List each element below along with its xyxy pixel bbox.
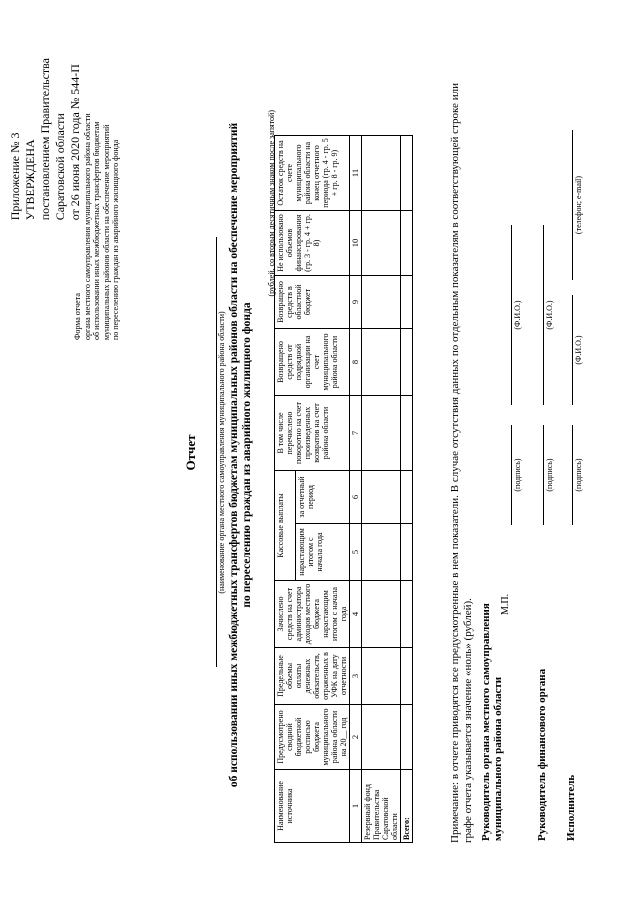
approved-by: постановлением Правительства <box>38 58 52 221</box>
col-header-source: Наименование источника <box>275 770 350 843</box>
table-cell <box>401 276 413 329</box>
executor-label: Исполнитель <box>565 774 577 841</box>
approval-block <box>8 58 83 220</box>
col-header-payments-ytd: нарастающим итогом с начала года <box>296 524 350 581</box>
table-cell <box>401 329 413 396</box>
table-cell <box>362 524 401 581</box>
table-cell <box>401 705 413 770</box>
table-row <box>362 136 401 843</box>
executor-phone-line <box>571 130 573 280</box>
col-header-returned-regional: Возвращено средств в областной бюджет <box>275 276 350 329</box>
col-header-returned-contractor: Возвращено средств от подрядной организации на счет муниципального района области <box>275 329 350 396</box>
form-note-line: об использовании иных межбюджетных трансфертов бюджетам <box>92 121 101 340</box>
finance-signature-line <box>542 425 544 525</box>
subtitle-line-2: по переселению граждан из аварийного жилищного фонда <box>241 302 253 608</box>
finance-signature-caption: (подпись) <box>545 458 554 492</box>
appendix-number: Приложение № 3 <box>8 132 22 221</box>
col-number: 3 <box>350 648 362 705</box>
subtitle-line-1: об использовании иных межбюджетных трансфертов бюджетам муниципальных районов области на обеспечение мероприятий <box>228 122 240 788</box>
col-header-planned: Предусмотрено сводной бюджетной росписью бюджета муниципального района области на 20__ год <box>275 705 350 770</box>
head-name-line <box>510 225 512 405</box>
units-caption: (рублей, со вторым десятичным знаком после запятой) <box>267 110 276 297</box>
col-number: 5 <box>350 524 362 581</box>
col-number: 11 <box>350 136 362 211</box>
finance-name-line <box>542 225 544 405</box>
executor-name-line <box>571 295 573 405</box>
approved-region: Саратовской области <box>53 113 67 221</box>
col-number: 8 <box>350 329 362 396</box>
org-name-caption: (наименование органа местного самоуправления муниципального района области) <box>217 311 226 594</box>
table-cell <box>362 329 401 396</box>
col-number: 9 <box>350 276 362 329</box>
approved-date: от 26 июня 2020 года № 544-П <box>68 64 82 221</box>
executor-name-caption: (Ф.И.О.) <box>574 335 583 365</box>
table-cell <box>401 581 413 648</box>
col-header-credited: Зачислено средств на счет администратора доходов местного бюджета нарастающим итогом с начала года <box>275 581 350 648</box>
footnote: Примечание: в отчете приводятся все предусмотренные в нем показатели. В случае отсутствия данных по отдельным показателям в соответствующей строке или графе отчета указывается значение «ноль» (рублей). <box>449 83 474 843</box>
col-number: 2 <box>350 705 362 770</box>
col-header-transferred: В том числе перечислено поворотно на счет произведенных возвратов на счет района области <box>275 396 350 471</box>
head-signature-label <box>480 603 504 841</box>
row-label-total: Всего: <box>401 770 413 843</box>
table-row-total <box>401 136 413 843</box>
document-subtitle <box>228 105 254 805</box>
table-cell <box>362 648 401 705</box>
table-cell <box>362 211 401 276</box>
table-cell <box>401 211 413 276</box>
seal-mark: М.П. <box>500 593 511 615</box>
head-signature-caption: (подпись) <box>513 458 522 492</box>
approved-label: УТВЕРЖДЕНА <box>23 139 37 221</box>
table-cell <box>401 524 413 581</box>
document-title: Отчет <box>183 434 198 471</box>
col-header-balance: Остаток средств на счете муниципального района области на конец отчетного периода (гр. 4 - гр. 5 + гр. 8 - гр. 9) <box>275 136 350 211</box>
row-label-reserve-fund: Резервный фонд Правительства Саратовской области <box>362 770 401 843</box>
form-note-line: по переселению граждан из аварийного жилищного фонда <box>111 139 120 340</box>
executor-phone-caption: (телефон; e-mail) <box>574 175 583 235</box>
head-title-line-1: Руководитель органа местного самоуправления <box>480 603 492 841</box>
executor-signature-caption: (подпись) <box>574 458 583 492</box>
table-cell <box>401 396 413 471</box>
finance-head-label: Руководитель финансового органа <box>536 668 548 841</box>
col-header-payments-period: за отчетный период <box>296 471 350 524</box>
col-header-payments: Кассовые выплаты <box>275 471 296 581</box>
head-title-line-2: муниципального района области <box>492 676 504 841</box>
form-note-line: Форма отчета <box>73 293 82 340</box>
head-name-caption: (Ф.И.О.) <box>513 300 522 330</box>
table-cell <box>401 471 413 524</box>
col-number: 4 <box>350 581 362 648</box>
form-note-line: муниципальных районов области на обеспечение мероприятий <box>101 124 111 340</box>
form-note-line: органа местного самоуправления муниципального района области <box>82 113 92 340</box>
table-cell <box>401 136 413 211</box>
col-number: 6 <box>350 471 362 524</box>
report-table <box>274 135 413 843</box>
col-header-limits: Предельные объемы оплаты денежных обязательств, отраженных в УФК на дату отчетности <box>275 648 350 705</box>
head-signature-line <box>510 425 512 525</box>
table-cell <box>362 581 401 648</box>
table-cell <box>362 705 401 770</box>
col-number: 7 <box>350 396 362 471</box>
table-cell <box>362 396 401 471</box>
table-cell <box>362 276 401 329</box>
table-cell <box>401 648 413 705</box>
table-cell <box>362 136 401 211</box>
col-header-unused: Не использовано объемов финансирования (гр. 3 - гр. 4 + гр. 8) <box>275 211 350 276</box>
executor-signature-line <box>571 425 573 525</box>
table-cell <box>362 471 401 524</box>
col-number: 1 <box>350 770 362 843</box>
finance-name-caption: (Ф.И.О.) <box>545 300 554 330</box>
form-note <box>73 113 121 340</box>
col-number: 10 <box>350 211 362 276</box>
